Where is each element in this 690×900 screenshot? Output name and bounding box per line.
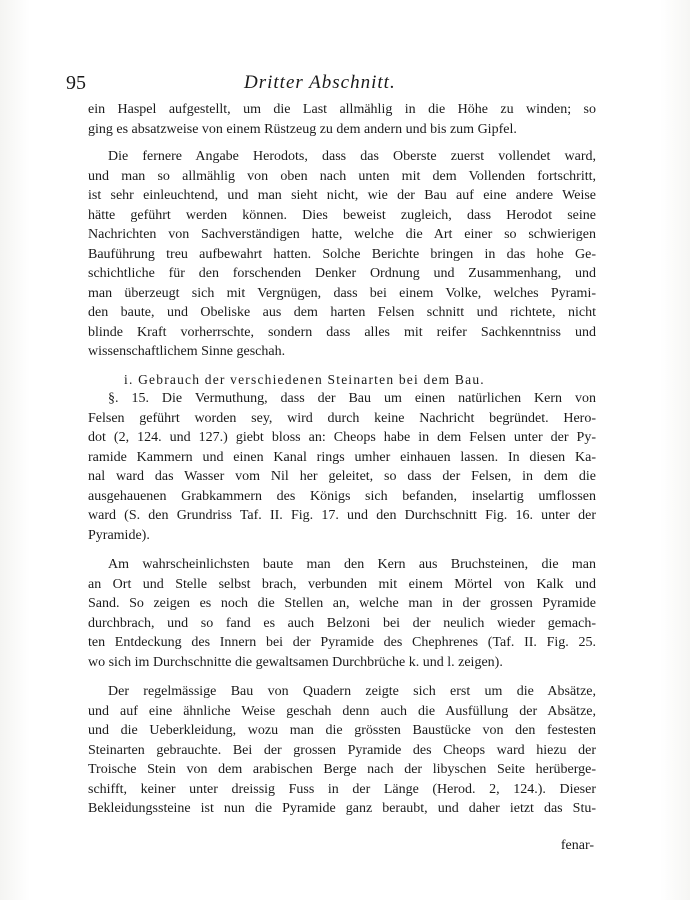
text-line: schichtliche für den forschenden Denker Ordnung und Zusammenhang, und [88, 266, 596, 281]
paragraph [88, 147, 596, 362]
text-line: Der regelmässige Bau von Quadern zeigte sich erst um die Absätze, [108, 684, 596, 699]
text-line: Troische Stein von dem arabischen Berge nach der libyschen Seite herüberge- [88, 762, 596, 777]
text-line: ein Haspel aufgestellt, um die Last allmählig in die Höhe zu winden; so [88, 102, 596, 117]
text-line: ramide Kammern und einen Kanal rings umher einhauen lassen. In diesen Ka- [88, 449, 596, 465]
text-line: wo sich im Durchschnitte die gewaltsamen Durchbrüche k. und l. zeigen). [88, 654, 503, 670]
text-line: wissenschaftlichem Sinne geschah. [88, 344, 286, 359]
text-line: ist sehr einleuchtend, und man sieht nicht, wie der Bau auf eine andere Weise [88, 188, 596, 203]
paragraph [88, 100, 596, 139]
section-heading: i. Gebrauch der verschiedenen Steinarten bei dem Bau. [124, 371, 485, 387]
text-line: §. 15. Die Vermuthung, dass der Bau um einen natürlichen Kern von [108, 391, 596, 406]
text-line: ten Entdeckung des Innern bei der Pyramide des Chephrenes (Taf. II. Fig. 25. [88, 635, 596, 650]
text-line: und man so allmählig von oben nach unten mit dem Vollenden fortschritt, [88, 168, 596, 184]
text-line: dot (2, 124. und 127.) giebt bloss an: Cheops habe in dem Felsen unter der Py- [88, 430, 596, 445]
body-text [88, 100, 596, 819]
paragraph [88, 555, 596, 672]
text-line: Felsen geführt worden sey, wird durch keine Nachricht begründet. Hero- [88, 410, 596, 426]
text-line: ward (S. den Grundriss Taf. II. Fig. 17. und den Durchschnitt Fig. 16. unter der [88, 508, 596, 523]
paragraph [88, 389, 596, 545]
text-line: nal ward das Wasser vom Nil her geleitet, so dass der Felsen, in dem die [88, 469, 596, 484]
text-line: Bekleidungssteine ist nun die Pyramide ganz beraubt, und daher ietzt das Stu- [88, 801, 596, 816]
text-line: und auf eine ähnliche Weise geschah denn auch die Ausfüllung der Absätze, [88, 703, 596, 719]
text-line: an Ort und Stelle selbst brach, verbunden mit einem Mörtel von Kalk und [88, 576, 596, 592]
page-header [66, 70, 586, 100]
text-line: blinde Kraft vorherrschte, sondern dass alles mit reifer Sachkenntniss und [88, 324, 596, 340]
catchword: fenar- [560, 838, 594, 853]
running-title: Dritter Abschnitt. [244, 72, 396, 93]
text-line: durchbrach, und so fand es auch Belzoni bei der neulich wieder gemach- [88, 615, 596, 631]
paragraph [88, 682, 596, 819]
text-line: man überzeugt sich mit Vergnügen, dass bei einem Volke, welches Pyrami- [88, 285, 596, 301]
text-line: den baute, und Obeliske aus dem harten Felsen schnitt und richtete, nicht [88, 305, 596, 320]
text-line: Nachrichten von Sachverständigen hatte, welche die Art einer so schwierigen [88, 227, 596, 242]
text-line: hätte geführt werden können. Dies beweist zugleich, dass Herodot seine [88, 207, 596, 223]
page-number: 95 [66, 72, 86, 94]
text-line: Pyramide). [88, 527, 150, 543]
text-line: ausgehauenen Grabkammern des Königs sich befanden, inselartig umflossen [88, 488, 596, 504]
text-line: Steinarten gebrauchte. Bei der grossen Pyramide des Cheops ward hiezu der [88, 742, 596, 758]
text-line: Sand. So zeigen es noch die Stellen an, welche man in der grossen Pyramide [88, 596, 596, 611]
text-line: ging es absatzweise von einem Rüstzeug zu dem andern und bis zum Gipfel. [88, 121, 517, 137]
text-line: Bauführung treu aufbewahrt hatten. Solche Berichte bringen in das hohe Ge- [88, 246, 596, 262]
text-line: und die Ueberkleidung, wozu man die grössten Baustücke von den festesten [88, 723, 596, 738]
text-line: Am wahrscheinlichsten baute man den Kern aus Bruchsteinen, die man [108, 557, 596, 572]
text-line: schifft, keiner unter dreissig Fuss in der Länge (Herod. 2, 124.). Dieser [88, 781, 596, 797]
text-line: Die fernere Angabe Herodots, dass das Oberste zuerst vollendet ward, [108, 149, 596, 164]
